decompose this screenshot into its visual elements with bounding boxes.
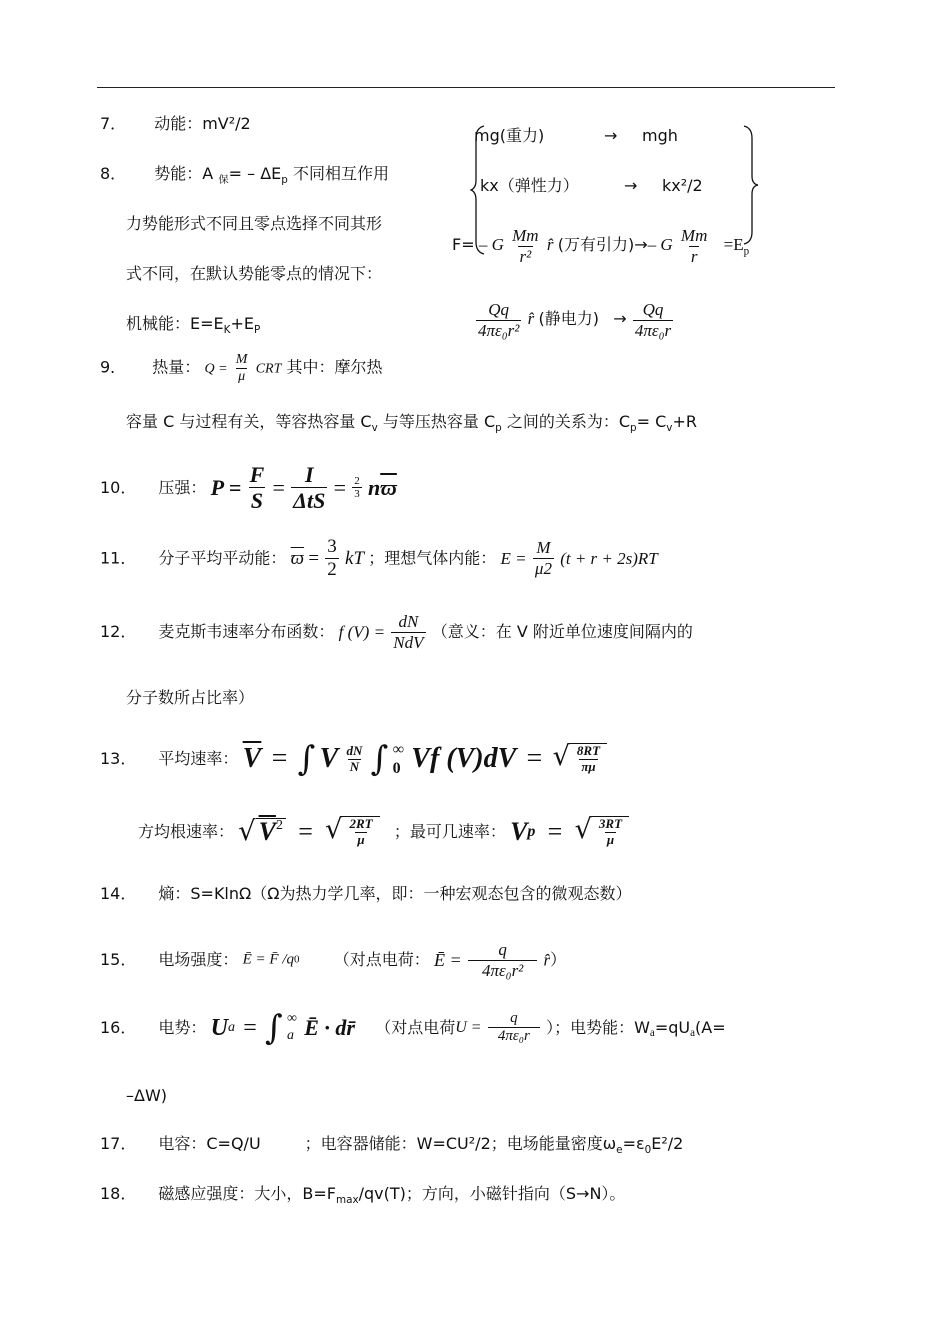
integral-limits bbox=[287, 1011, 297, 1045]
item-13-line2 bbox=[138, 816, 629, 848]
fraction bbox=[597, 817, 624, 848]
fraction bbox=[345, 744, 365, 775]
item-text: 磁感应强度：大小，B=F bbox=[158, 1184, 336, 1203]
item-7 bbox=[100, 116, 251, 132]
fraction bbox=[234, 352, 250, 385]
denominator: 2 bbox=[327, 558, 337, 580]
arrow-icon: → bbox=[624, 176, 638, 195]
item-8-line3: 式不同，在默认势能零点的情况下： bbox=[126, 264, 383, 283]
arrow-icon: → bbox=[613, 308, 627, 328]
fraction bbox=[391, 612, 425, 652]
item-number: 7． bbox=[100, 114, 127, 133]
item-18 bbox=[100, 1186, 625, 1206]
numerator: q bbox=[498, 940, 507, 959]
item-text: 其中：摩尔热 bbox=[281, 357, 383, 377]
item-sub: p bbox=[495, 422, 502, 435]
numerator: dN bbox=[346, 742, 363, 758]
integral-icon: ∫ bbox=[297, 739, 316, 780]
denominator: μ bbox=[357, 831, 365, 847]
item-text: （对点电荷： bbox=[333, 950, 430, 970]
item-label: 电势： bbox=[158, 1017, 207, 1037]
fraction bbox=[291, 462, 327, 514]
fraction bbox=[347, 817, 374, 848]
sqrt bbox=[238, 816, 286, 848]
integral-icon: ∫ bbox=[370, 739, 389, 780]
denominator: πμ bbox=[581, 759, 596, 775]
denominator: 4πε₀r² bbox=[478, 320, 520, 340]
numerator: Qq bbox=[642, 300, 664, 319]
limit-top: ∞ bbox=[287, 1010, 297, 1026]
fraction bbox=[248, 462, 267, 514]
item-text: +E bbox=[230, 314, 254, 333]
math-text: = bbox=[547, 816, 563, 846]
numerator: 2RT bbox=[349, 816, 373, 831]
item-16-line2: –ΔW) bbox=[126, 1086, 168, 1105]
denominator: S bbox=[250, 488, 264, 514]
math-text: r̂ bbox=[527, 308, 535, 328]
item-12 bbox=[100, 612, 693, 652]
math-text: f (V) = bbox=[338, 622, 386, 642]
item-text: ） bbox=[550, 950, 567, 970]
denominator: 4πε₀r bbox=[634, 320, 672, 340]
math-sub: a bbox=[227, 1019, 235, 1035]
sqrt bbox=[553, 743, 607, 775]
energy-row-elastic bbox=[480, 176, 703, 195]
numerator: dN bbox=[398, 612, 419, 631]
item-text: E²/2 bbox=[651, 1134, 684, 1153]
item-number: 18． bbox=[100, 1184, 137, 1203]
item-text: 与等压热容量 C bbox=[377, 412, 496, 431]
item-label: 压强： bbox=[158, 477, 207, 497]
energy-row-gravity bbox=[474, 126, 678, 145]
header-rule bbox=[97, 87, 835, 88]
item-text: （对点电荷 bbox=[375, 1017, 456, 1037]
limit-top: ∞ bbox=[392, 741, 405, 758]
item-text: =ε bbox=[622, 1134, 645, 1153]
item-sub: p bbox=[281, 174, 288, 187]
sqrt-icon: √ bbox=[574, 814, 592, 845]
item-14 bbox=[100, 886, 631, 902]
numerator: Qq bbox=[488, 300, 510, 319]
item-sub: v bbox=[371, 422, 378, 435]
fraction bbox=[633, 300, 673, 340]
fraction bbox=[468, 940, 537, 980]
math-sub: 0 bbox=[294, 953, 300, 966]
item-text: = – ΔE bbox=[228, 164, 282, 183]
item-text: = C bbox=[636, 412, 667, 431]
energy-label: kx（弹性力） bbox=[480, 176, 579, 195]
denominator: N bbox=[349, 758, 360, 774]
math-text: Q = bbox=[204, 361, 228, 377]
denominator: r bbox=[690, 246, 698, 266]
arrow-icon: → bbox=[604, 126, 618, 145]
math-text: CRT bbox=[255, 361, 282, 377]
energy-value: mgh bbox=[642, 126, 678, 145]
limit-bottom: a bbox=[287, 1027, 294, 1043]
item-12-line2: 分子数所占比率） bbox=[126, 688, 255, 707]
math-text: = bbox=[308, 547, 320, 569]
item-text: ；理想气体内能： bbox=[368, 548, 497, 568]
item-text: 之间的关系为：C bbox=[501, 412, 630, 431]
item-9-line2 bbox=[126, 414, 697, 434]
math-text: Ē = F̄ /q bbox=[242, 951, 295, 968]
item-number: 15． bbox=[100, 950, 137, 970]
item-text: (A= bbox=[695, 1017, 726, 1037]
item-sub: a bbox=[649, 1027, 655, 1040]
item-number: 16． bbox=[100, 1017, 137, 1037]
denominator: r² bbox=[519, 246, 532, 266]
sqrt-icon: √ bbox=[238, 816, 256, 848]
numerator: 8RT bbox=[576, 743, 601, 759]
item-text: +R bbox=[672, 412, 697, 431]
math-text: = bbox=[243, 1014, 257, 1041]
math-text: = bbox=[298, 816, 313, 846]
numerator: 3 bbox=[327, 536, 337, 557]
denominator: μ2 bbox=[534, 558, 552, 578]
math-text: – G bbox=[478, 234, 504, 254]
numerator: Mm bbox=[680, 226, 708, 245]
item-number: 12． bbox=[100, 622, 137, 642]
denominator: 3 bbox=[354, 488, 360, 501]
math-text: Ē · dr̄ bbox=[304, 1014, 355, 1040]
item-text: =qU bbox=[654, 1017, 691, 1037]
item-number: 8． bbox=[100, 164, 127, 183]
math-text: $\overline{ϖ}$ bbox=[380, 474, 397, 500]
item-text: ）；电势能：W bbox=[546, 1017, 650, 1037]
item-label: 方均根速率： bbox=[138, 821, 235, 841]
math-text: (t + r + 2s)RT bbox=[560, 548, 658, 568]
math-text: U = bbox=[455, 1018, 482, 1036]
math-text: V bbox=[510, 816, 528, 846]
item-8-line2: 力势能形式不同且零点选择不同其形 bbox=[126, 214, 383, 233]
item-label: 电场强度： bbox=[158, 950, 239, 970]
numerator: Mm bbox=[512, 226, 539, 245]
fraction bbox=[352, 475, 362, 501]
energy-label: mg(重力) bbox=[474, 126, 545, 145]
energy-row-electrostatic bbox=[474, 300, 675, 340]
energy-label: (静电力) bbox=[538, 308, 599, 328]
item-text: 势能：A bbox=[154, 164, 219, 183]
math-text: P = bbox=[210, 474, 242, 500]
limit-bottom: 0 bbox=[392, 760, 401, 778]
fraction bbox=[575, 744, 602, 775]
math-text: r̂ bbox=[543, 950, 551, 970]
item-number: 13． bbox=[100, 749, 137, 769]
math-text: Ē = bbox=[434, 950, 462, 971]
numerator: 3RT bbox=[598, 816, 623, 831]
item-number: 10． bbox=[100, 477, 137, 497]
item-label: 热量： bbox=[152, 357, 201, 377]
item-text: 熵：S=KlnΩ（Ω为热力学几率，即：一种宏观态包含的微观态数） bbox=[158, 884, 632, 903]
item-text: 电容：C=Q/U bbox=[158, 1134, 261, 1153]
item-text: （意义：在 V 附近单位速度间隔内的 bbox=[431, 622, 693, 642]
numerator: q bbox=[510, 1010, 518, 1026]
energy-value: kx²/2 bbox=[662, 176, 703, 195]
item-number: 17． bbox=[100, 1134, 137, 1153]
fraction bbox=[679, 226, 709, 266]
math-text: kT bbox=[345, 547, 365, 569]
item-number: 14． bbox=[100, 884, 137, 903]
denominator: 4πε₀r bbox=[488, 1027, 540, 1045]
arrow-icon: → bbox=[634, 234, 648, 254]
item-text: ；电容器储能：W=CU²/2；电场能量密度ω bbox=[304, 1134, 617, 1153]
math-text: r̂ bbox=[546, 234, 554, 254]
item-text: 容量 C 与过程有关，等容热容量 C bbox=[126, 412, 372, 431]
sqrt bbox=[325, 816, 379, 848]
math-sub: p bbox=[743, 245, 750, 258]
denominator: μ bbox=[606, 831, 615, 847]
math-text: V bbox=[258, 817, 276, 847]
math-text: E = bbox=[500, 548, 527, 568]
math-text: Vf (V)dV bbox=[411, 743, 517, 775]
denominator: ΔtS bbox=[293, 488, 326, 514]
fraction bbox=[476, 300, 521, 340]
math-text: V bbox=[319, 743, 339, 775]
item-sub: p bbox=[630, 422, 637, 435]
item-number: 11． bbox=[100, 548, 137, 568]
math-text: = bbox=[272, 474, 285, 500]
item-9 bbox=[100, 352, 382, 385]
item-11 bbox=[100, 536, 658, 581]
denominator: μ bbox=[238, 369, 246, 385]
math-text: = bbox=[271, 743, 288, 775]
denominator: NdV bbox=[393, 632, 424, 652]
item-sub: a bbox=[690, 1027, 696, 1040]
item-label: ；最可几速率： bbox=[393, 821, 506, 841]
item-10 bbox=[100, 462, 397, 514]
numerator: 2 bbox=[354, 474, 360, 487]
math-text: =E bbox=[723, 234, 744, 254]
item-text: /qv(T)；方向，小磁针指向（S→N）。 bbox=[358, 1184, 626, 1203]
numerator: M bbox=[536, 538, 551, 558]
math-text: – G bbox=[647, 234, 673, 254]
sqrt-icon: √ bbox=[552, 741, 570, 773]
item-text: 不同相互作用 bbox=[287, 164, 389, 183]
item-8-line4 bbox=[126, 316, 260, 336]
sqrt bbox=[575, 816, 629, 848]
item-label: 平均速率： bbox=[158, 749, 239, 769]
math-text: = bbox=[333, 474, 346, 500]
numerator: I bbox=[304, 462, 314, 487]
item-number: 9． bbox=[100, 357, 127, 377]
sqrt-icon: √ bbox=[325, 814, 343, 845]
math-text: = bbox=[526, 743, 543, 775]
numerator: M bbox=[235, 352, 248, 367]
fraction bbox=[325, 536, 339, 581]
math-text: $\overline{V}$ bbox=[242, 743, 262, 775]
item-8 bbox=[100, 166, 389, 186]
fraction bbox=[533, 538, 554, 578]
item-13 bbox=[100, 740, 607, 778]
item-sub: v bbox=[666, 422, 673, 435]
item-text: 动能：mV²/2 bbox=[154, 114, 251, 133]
fraction bbox=[510, 226, 540, 266]
energy-row-gravitation bbox=[452, 226, 749, 266]
item-text: 机械能：E=E bbox=[126, 314, 224, 333]
item-sub: e bbox=[616, 1144, 623, 1157]
f-label: F= bbox=[452, 234, 475, 254]
math-text: U bbox=[210, 1014, 228, 1041]
math-text: $\overline{ϖ}$ bbox=[290, 547, 305, 569]
math-sub: p bbox=[527, 822, 536, 840]
item-label: 分子平均平动能： bbox=[158, 548, 287, 568]
item-label: 麦克斯韦速率分布函数： bbox=[158, 622, 335, 642]
integral-icon: ∫ bbox=[265, 1007, 283, 1048]
item-sub: 0 bbox=[644, 1144, 652, 1157]
item-15 bbox=[100, 940, 566, 980]
numerator: F bbox=[249, 462, 265, 487]
denominator: 4πε₀r² bbox=[468, 960, 537, 981]
integral-limits bbox=[393, 740, 404, 778]
item-sub: 保 bbox=[218, 174, 229, 187]
item-17 bbox=[100, 1136, 683, 1156]
math-text: n bbox=[367, 474, 381, 500]
energy-label: (万有引力) bbox=[557, 234, 635, 254]
item-16 bbox=[100, 1007, 726, 1048]
item-sub: K bbox=[223, 324, 231, 337]
fraction bbox=[488, 1010, 540, 1046]
item-sub: max bbox=[335, 1194, 359, 1207]
item-sub: P bbox=[253, 324, 261, 337]
math-sup: 2 bbox=[275, 818, 283, 834]
